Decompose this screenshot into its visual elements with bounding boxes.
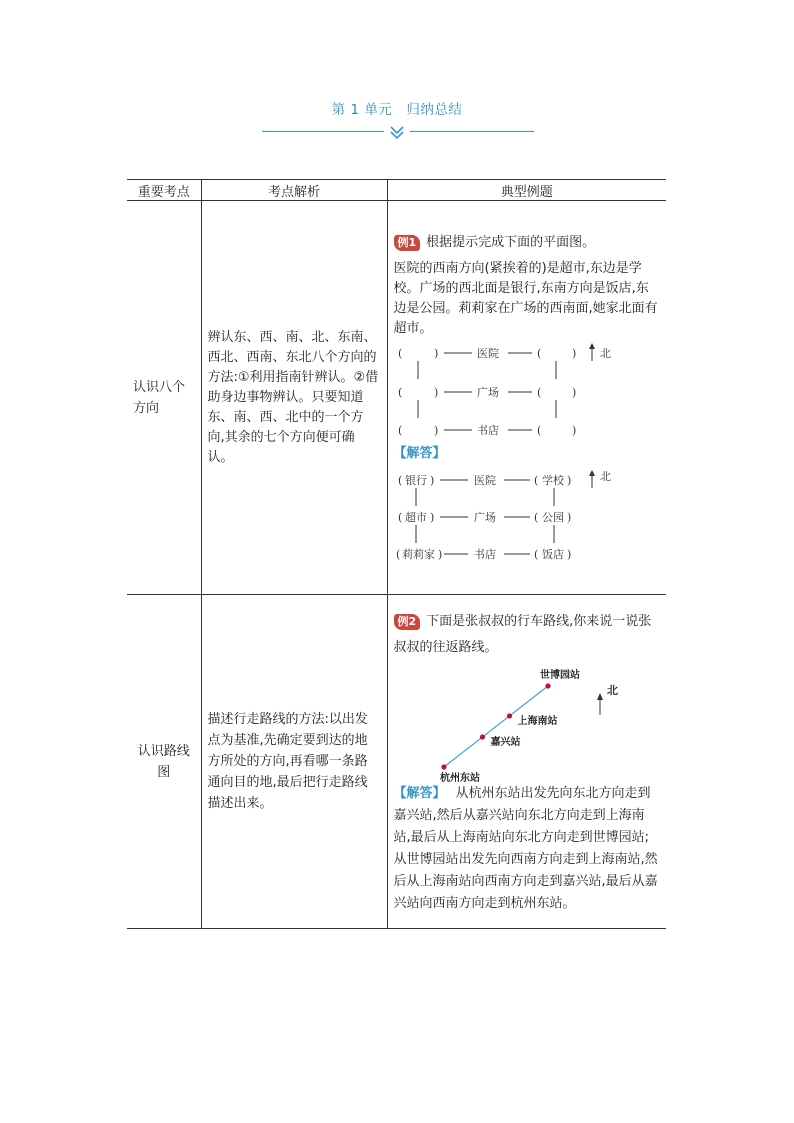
title-rule-left [262,131,384,132]
solution-cell: 广场 [473,511,496,524]
svg-text:): ) [429,511,434,524]
solution-cell: 银行 [404,474,427,487]
station-dot [506,713,511,718]
puzzle-paren: ) [571,347,576,360]
puzzle-paren: ( [397,424,402,437]
north-arrow-icon [589,343,595,361]
solution-cell: 超市 [404,511,427,524]
double-chevron-down-icon [388,124,406,142]
analysis-cell [201,595,387,929]
answer-label: 【解答】 [393,446,446,461]
puzzle-bookstore: 书店 [476,424,499,437]
puzzle-paren: ) [571,424,576,437]
solution-cell: 饭店 [541,548,564,561]
svg-text:(: ( [533,474,538,487]
route-answer [394,783,661,915]
summary-table [127,179,666,929]
example-badge: 例2 [394,614,421,630]
svg-text:(: ( [533,511,538,524]
topic-text: 认识路线图 [137,743,190,780]
table-row [127,201,666,595]
puzzle-north-label: 北 [599,347,611,360]
table-header-row [127,180,666,201]
analysis-text: 描述行走路线的方法:以出发点为基准,先确定要到达的地方所处的方向,再看哪一条路通向目的地,最后把行走路线描述出来。 [207,712,368,811]
header-analysis: 考点解析 [201,180,387,201]
svg-text:(: ( [395,548,400,561]
example-prompt: 下面是张叔叔的行车路线,你来说一说张叔叔的往返路线。 [393,614,652,655]
puzzle-hospital: 医院 [476,347,499,360]
puzzle-paren: ) [433,386,438,399]
svg-text:(: ( [533,548,538,561]
svg-text:(: ( [397,474,402,487]
svg-text:): ) [437,548,442,561]
solution-north-label: 北 [599,470,611,483]
route-north-label: 北 [606,684,618,697]
station-label: 杭州东站 [439,773,480,784]
station-label: 嘉兴站 [489,737,520,749]
station-dot [479,734,484,739]
topic-text: 认识八个方向 [133,379,186,416]
topic-cell [127,595,201,929]
puzzle-paren: ( [397,347,402,360]
north-arrow-icon [589,470,595,488]
puzzle-paren: ( [397,386,402,399]
puzzle-paren: ) [433,347,438,360]
example-text: 医院的西南方向(紧挨着的)是超市,东边是学校。广场的西北面是银行,东南方向是饭店,东边是公园。莉莉家在广场的西南面,她家北面有超市。 [393,261,658,336]
puzzle-paren: ( [536,424,541,437]
example-heading [394,609,661,661]
answer-label: 【解答】 [393,786,446,801]
station-dot [545,683,550,688]
analysis-text: 辨认东、西、南、北、东南、西北、西南、东北八个方向的方法:①利用指南针辨认。②借助身边事物辨认。只要知道东、南、西、北中的一个方向,其余的七个方向便可确认。 [207,329,379,465]
svg-text:): ) [566,511,571,524]
station-label: 上海南站 [517,715,558,727]
solution-cell: 医院 [473,474,496,487]
example-heading [394,233,661,253]
puzzle-diagram [394,341,660,441]
solution-cell: 公园 [541,511,564,524]
puzzle-paren: ) [433,424,438,437]
header-example: 典型例题 [387,180,666,201]
station-dot [441,764,446,769]
page-title: 第 1 单元 归纳总结 [331,102,463,118]
route-map [394,665,660,784]
solution-diagram [394,468,660,568]
svg-text:): ) [429,474,434,487]
header-topic: 重要考点 [127,180,201,201]
example-badge: 例1 [394,235,421,251]
example-prompt: 根据提示完成下面的平面图。 [426,235,596,250]
solution-cell: 书店 [473,548,496,561]
solution-cell: 学校 [541,474,564,487]
table-row [127,595,666,929]
puzzle-paren: ( [536,386,541,399]
puzzle-paren: ( [536,347,541,360]
answer-text: 从杭州东站出发先向东北方向走到嘉兴站,然后从嘉兴站向东北方向走到上海南站,最后从上海南站向东北方向走到世博园站;从世博园站出发先向西南方向走到上海南站,然后从上海南站向西南方向走到嘉兴站,最后从嘉兴站向西南方向走到杭州东站。 [393,786,658,911]
title-rule-right [410,131,534,132]
topic-cell [127,201,201,595]
puzzle-square: 广场 [476,386,499,399]
north-arrow-icon [597,693,603,715]
svg-text:): ) [566,474,571,487]
svg-text:): ) [566,548,571,561]
example-cell [387,595,666,929]
example-cell [387,201,666,595]
svg-text:(: ( [397,511,402,524]
solution-cell: 莉莉家 [401,548,435,561]
analysis-cell [201,201,387,595]
station-label: 世博园站 [539,670,580,681]
puzzle-paren: ) [571,386,576,399]
